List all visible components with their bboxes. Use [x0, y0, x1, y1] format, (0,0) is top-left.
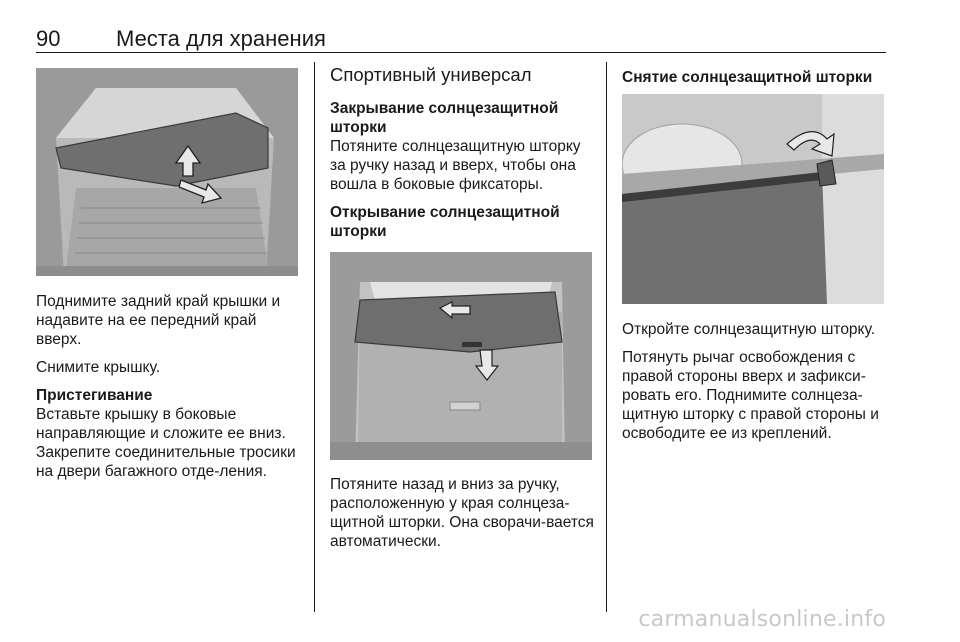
page-header	[36, 26, 886, 52]
figure-shade-removal	[622, 94, 884, 304]
body-remove-shade: Потянуть рычаг освобождения с правой стороны вверх и зафикси-ровать его. Поднимите солнцеза-щитную шторку с правой стороны и освободите ее из креплений.	[622, 349, 879, 442]
column-3-heading	[622, 68, 892, 87]
figure-shade-open	[330, 252, 592, 460]
column-divider-1	[314, 62, 315, 612]
figure-cargo-cover-lift	[36, 68, 298, 276]
heading-remove-shade: Снятие солнцезащитной шторки	[622, 69, 873, 86]
caption-open-shade: Потяните назад и вниз за ручку, расположенную у края солнцеза-щитной шторки. Она сворачи-вается автоматически.	[330, 476, 594, 550]
header-rule	[36, 52, 886, 53]
watermark: carmanualsonline.info	[638, 607, 886, 632]
column-1-text	[36, 292, 304, 490]
subsection-title: Спортивный универсал	[330, 64, 532, 85]
body-attach: Вставьте крышку в боковые направляющие и сложите ее вниз. Закрепите соединительные тросики на двери багажного отде-ления.	[36, 406, 296, 480]
caption-open-shade-first: Откройте солнцезащитную шторку.	[622, 321, 876, 338]
heading-close-shade: Закрывание солнцезащитной шторки	[330, 100, 559, 136]
section-title: Места для хранения	[116, 26, 326, 51]
column-divider-2	[606, 62, 607, 612]
column-3-text	[622, 320, 892, 452]
heading-open-shade: Открывание солнцезащитной шторки	[330, 204, 560, 240]
heading-attach: Пристегивание	[36, 387, 153, 404]
caption-remove-cover: Снимите крышку.	[36, 359, 161, 376]
column-2-caption	[330, 475, 600, 560]
caption-lift-cover: Поднимите задний край крышки и надавите на ее передний край вверх.	[36, 293, 281, 348]
page-number: 90	[36, 26, 61, 51]
body-close-shade: Потяните солнцезащитную шторку за ручку назад и вверх, чтобы она вошла в боковые фиксаторы.	[330, 138, 581, 193]
column-2-text	[330, 64, 600, 241]
